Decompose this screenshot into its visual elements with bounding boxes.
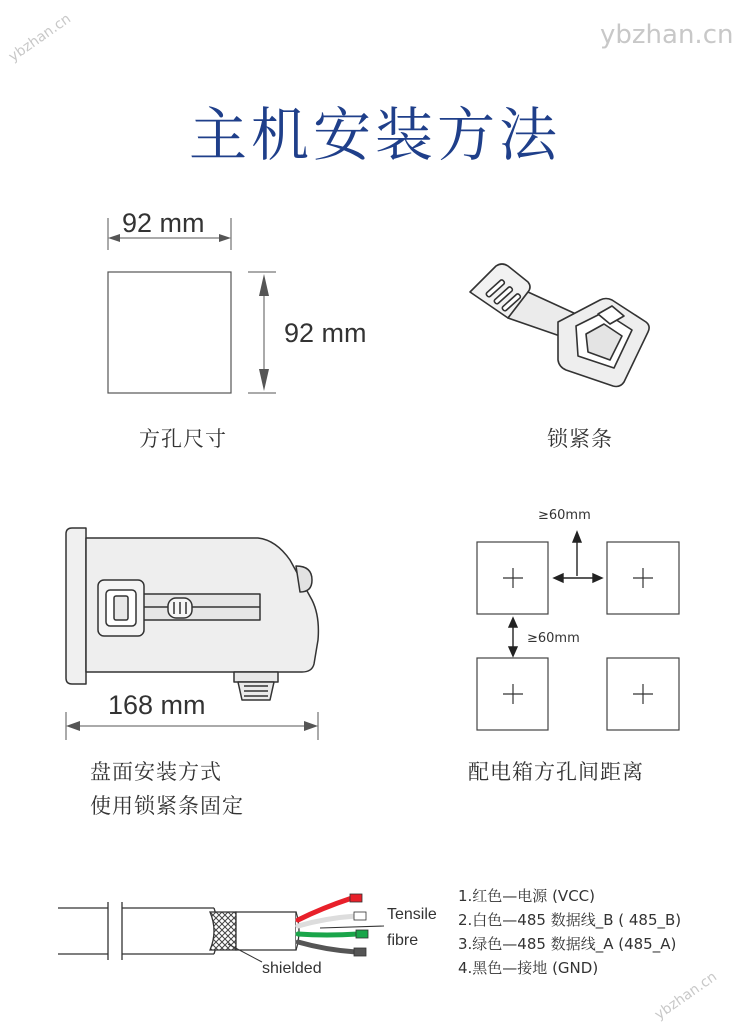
legend-item: 2.白色—485 数据线_B ( 485_B) <box>458 911 682 929</box>
horizontal-gap-label: ≥60mm <box>538 508 591 523</box>
cutout-caption: 方孔尺寸 <box>139 427 227 451</box>
lock-strip-caption: 锁紧条 <box>547 427 613 451</box>
shielded-label: shielded <box>262 960 322 977</box>
cutout-height-label: 92 mm <box>284 318 367 348</box>
tensile-label: Tensile <box>387 906 437 923</box>
wire-legend <box>458 884 681 980</box>
spacing-caption: 配电箱方孔间距离 <box>468 760 644 784</box>
mount-caption-line1: 盘面安装方式 <box>90 760 222 784</box>
cutout-width-label: 92 mm <box>122 208 205 238</box>
watermark-top-left: ybzhan.cn <box>5 10 74 66</box>
watermark-bottom-right: ybzhan.cn <box>651 968 720 1024</box>
page-title: 主机安装方法 <box>188 101 561 169</box>
fibre-label: fibre <box>387 932 419 949</box>
vertical-gap-label: ≥60mm <box>527 631 580 646</box>
legend-item: 1.红色—电源 (VCC) <box>458 887 595 905</box>
mount-caption-line2: 使用锁紧条固定 <box>90 794 244 818</box>
legend-item: 3.绿色—485 数据线_A (485_A) <box>458 935 677 953</box>
watermark-top-right: ybzhan.cn <box>600 20 734 50</box>
mount-width-label: 168 mm <box>108 690 206 720</box>
legend-item: 4.黑色—接地 (GND) <box>458 959 599 977</box>
